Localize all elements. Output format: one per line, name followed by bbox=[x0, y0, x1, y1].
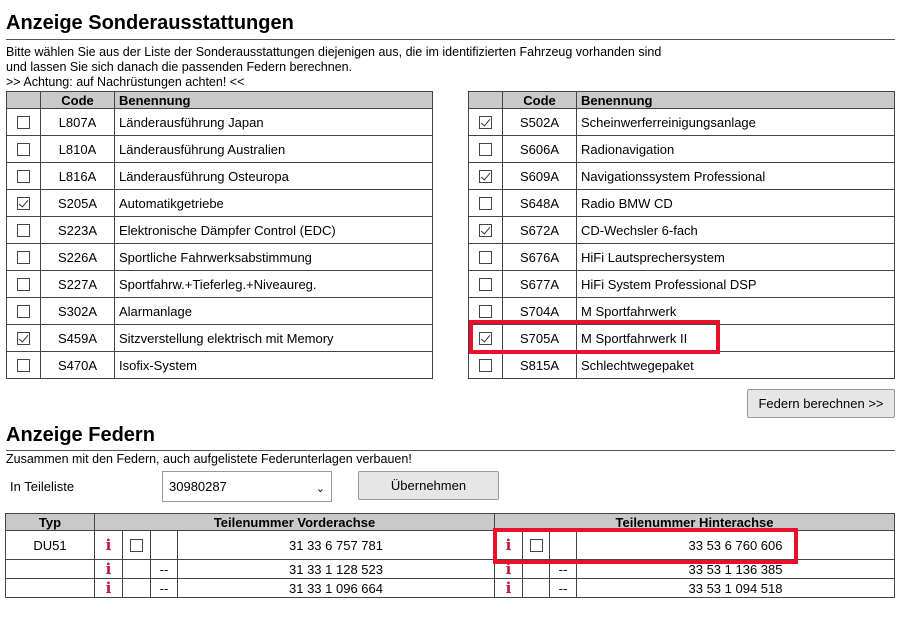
info-icon[interactable]: i bbox=[495, 579, 523, 598]
uebernehmen-button[interactable]: Übernehmen bbox=[358, 471, 499, 500]
teileliste-label: In Teileliste bbox=[10, 479, 75, 494]
option-checkbox[interactable] bbox=[17, 197, 30, 210]
option-name: M Sportfahrwerk II bbox=[577, 325, 895, 352]
option-checkbox[interactable] bbox=[17, 278, 30, 291]
teileliste-select[interactable] bbox=[162, 471, 332, 502]
rear-part-number: 33 53 1 094 518 bbox=[577, 579, 895, 598]
option-name: Alarmanlage bbox=[115, 298, 433, 325]
option-name: Länderausführung Japan bbox=[115, 109, 433, 136]
column-header-benennung: Benennung bbox=[115, 92, 433, 109]
option-checkbox[interactable] bbox=[17, 332, 30, 345]
option-name: Radio BMW CD bbox=[577, 190, 895, 217]
option-checkbox[interactable] bbox=[479, 359, 492, 372]
option-row bbox=[469, 352, 895, 379]
option-name: Sitzverstellung elektrisch mit Memory bbox=[115, 325, 433, 352]
chevron-down-icon: ⌄ bbox=[315, 483, 325, 495]
info-icon[interactable]: i bbox=[495, 531, 523, 560]
mark-cell: -- bbox=[151, 560, 178, 579]
option-checkbox[interactable] bbox=[17, 170, 30, 183]
info-icon[interactable]: i bbox=[95, 531, 123, 560]
front-part-number: 31 33 1 096 664 bbox=[178, 579, 495, 598]
option-code: S302A bbox=[41, 298, 115, 325]
option-checkbox[interactable] bbox=[479, 332, 492, 345]
option-code: S815A bbox=[503, 352, 577, 379]
option-row bbox=[469, 271, 895, 298]
option-row bbox=[7, 271, 433, 298]
option-checkbox[interactable] bbox=[17, 359, 30, 372]
option-checkbox[interactable] bbox=[479, 116, 492, 129]
rear-part-number: 33 53 6 760 606 bbox=[577, 531, 895, 560]
option-code: S223A bbox=[41, 217, 115, 244]
column-header-vorderachse: Teilenummer Vorderachse bbox=[95, 514, 495, 531]
option-row bbox=[7, 163, 433, 190]
option-code: S606A bbox=[503, 136, 577, 163]
front-part-number: 31 33 6 757 781 bbox=[178, 531, 495, 560]
option-name: Sportliche Fahrwerksabstimmung bbox=[115, 244, 433, 271]
mark-cell bbox=[550, 531, 577, 560]
column-header-typ: Typ bbox=[6, 514, 95, 531]
title-divider bbox=[6, 39, 895, 40]
option-name: HiFi Lautsprechersystem bbox=[577, 244, 895, 271]
info-icon[interactable]: i bbox=[95, 560, 123, 579]
option-code: L810A bbox=[41, 136, 115, 163]
typ-cell bbox=[6, 560, 95, 579]
typ-cell: DU51 bbox=[6, 531, 95, 560]
mark-cell bbox=[151, 531, 178, 560]
option-row bbox=[7, 136, 433, 163]
option-row bbox=[7, 217, 433, 244]
section-title-federn: Anzeige Federn bbox=[6, 424, 155, 446]
option-row bbox=[469, 163, 895, 190]
option-name: CD-Wechsler 6-fach bbox=[577, 217, 895, 244]
option-code: S205A bbox=[41, 190, 115, 217]
option-checkbox[interactable] bbox=[17, 116, 30, 129]
option-code: S226A bbox=[41, 244, 115, 271]
option-code: S502A bbox=[503, 109, 577, 136]
option-name: Länderausführung Osteuropa bbox=[115, 163, 433, 190]
option-name: M Sportfahrwerk bbox=[577, 298, 895, 325]
option-row bbox=[469, 217, 895, 244]
option-name: Isofix-System bbox=[115, 352, 433, 379]
option-checkbox[interactable] bbox=[17, 143, 30, 156]
option-row bbox=[469, 190, 895, 217]
table-row bbox=[6, 531, 895, 560]
teileliste-value: 30980287 bbox=[169, 479, 227, 494]
table-row bbox=[6, 579, 895, 598]
option-checkbox[interactable] bbox=[17, 251, 30, 264]
option-name: Schlechtwegepaket bbox=[577, 352, 895, 379]
option-checkbox[interactable] bbox=[17, 224, 30, 237]
option-code: S609A bbox=[503, 163, 577, 190]
option-name: Radionavigation bbox=[577, 136, 895, 163]
option-checkbox[interactable] bbox=[479, 251, 492, 264]
option-row bbox=[7, 298, 433, 325]
option-checkbox[interactable] bbox=[479, 170, 492, 183]
option-code: S705A bbox=[503, 325, 577, 352]
mark-cell: -- bbox=[550, 560, 577, 579]
options-table-left bbox=[6, 91, 433, 379]
federn-note: Zusammen mit den Federn, auch aufgelistete Federunterlagen verbauen! bbox=[6, 452, 412, 466]
option-name: Navigationssystem Professional bbox=[577, 163, 895, 190]
option-checkbox[interactable] bbox=[479, 197, 492, 210]
option-code: S672A bbox=[503, 217, 577, 244]
option-code: S227A bbox=[41, 271, 115, 298]
option-name: HiFi System Professional DSP bbox=[577, 271, 895, 298]
rear-part-number: 33 53 1 136 385 bbox=[577, 560, 895, 579]
mark-cell: -- bbox=[550, 579, 577, 598]
option-code: L816A bbox=[41, 163, 115, 190]
option-code: S676A bbox=[503, 244, 577, 271]
title-divider bbox=[6, 450, 895, 451]
option-name: Automatikgetriebe bbox=[115, 190, 433, 217]
info-icon[interactable]: i bbox=[495, 560, 523, 579]
mark-cell: -- bbox=[151, 579, 178, 598]
feder-checkbox[interactable] bbox=[130, 539, 143, 552]
info-icon[interactable]: i bbox=[95, 579, 123, 598]
column-header-code: Code bbox=[41, 92, 115, 109]
column-header-benennung: Benennung bbox=[577, 92, 895, 109]
feder-checkbox[interactable] bbox=[530, 539, 543, 552]
option-row bbox=[7, 325, 433, 352]
front-part-number: 31 33 1 128 523 bbox=[178, 560, 495, 579]
option-name: Elektronische Dämpfer Control (EDC) bbox=[115, 217, 433, 244]
option-code: S677A bbox=[503, 271, 577, 298]
section-title-sonderausstattungen: Anzeige Sonderausstattungen bbox=[6, 12, 294, 34]
option-code: S470A bbox=[41, 352, 115, 379]
option-name: Länderausführung Australien bbox=[115, 136, 433, 163]
option-checkbox[interactable] bbox=[17, 305, 30, 318]
option-checkbox[interactable] bbox=[479, 143, 492, 156]
option-row bbox=[7, 244, 433, 271]
option-code: S459A bbox=[41, 325, 115, 352]
typ-cell bbox=[6, 579, 95, 598]
option-row bbox=[7, 352, 433, 379]
warning-text: >> Achtung: auf Nachrüstungen achten! << bbox=[6, 75, 245, 89]
option-code: S648A bbox=[503, 190, 577, 217]
option-checkbox[interactable] bbox=[479, 278, 492, 291]
option-row bbox=[469, 244, 895, 271]
column-header-code: Code bbox=[503, 92, 577, 109]
option-row bbox=[469, 325, 895, 352]
federn-table bbox=[5, 513, 895, 598]
options-table-right bbox=[468, 91, 895, 379]
option-row bbox=[7, 190, 433, 217]
option-name: Sportfahrw.+Tieferleg.+Niveaureg. bbox=[115, 271, 433, 298]
option-code: S704A bbox=[503, 298, 577, 325]
option-row bbox=[469, 109, 895, 136]
option-checkbox[interactable] bbox=[479, 224, 492, 237]
column-header-hinterachse: Teilenummer Hinterachse bbox=[495, 514, 895, 531]
option-row bbox=[469, 136, 895, 163]
federn-berechnen-button[interactable]: Federn berechnen >> bbox=[747, 389, 895, 418]
option-row bbox=[7, 109, 433, 136]
intro-text: Bitte wählen Sie aus der Liste der Sonderausstattungen diejenigen aus, die im identifizierten Fahrzeug vorhanden sind und lassen Sie sich danach die passenden Federn berechnen. >> Achtung: auf Nachrüstungen achten! << bbox=[6, 45, 662, 89]
option-row bbox=[469, 298, 895, 325]
table-row bbox=[6, 560, 895, 579]
option-name: Scheinwerferreinigungsanlage bbox=[577, 109, 895, 136]
option-code: L807A bbox=[41, 109, 115, 136]
option-checkbox[interactable] bbox=[479, 305, 492, 318]
